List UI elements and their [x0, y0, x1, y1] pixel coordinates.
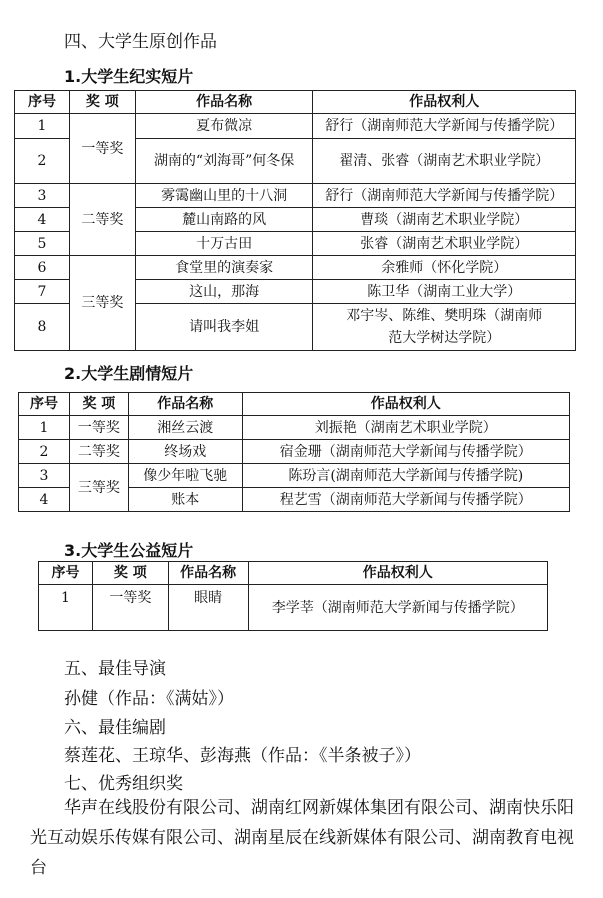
cell-no: 1	[15, 114, 70, 139]
cell-no: 3	[15, 184, 70, 208]
section-4-title: 四、大学生原创作品	[64, 32, 217, 52]
cell-award: 一等奖	[92, 585, 168, 631]
cell-owner: 张睿（湖南艺术职业学院）	[313, 232, 576, 256]
cell-owner: 邓宇岑、陈维、樊明珠（湖南师范大学树达学院）	[313, 304, 576, 351]
cell-award: 二等奖	[69, 440, 128, 464]
section-5-text: 孙健（作品：《满姑》）	[64, 689, 234, 709]
cell-owner: 舒行（湖南师范大学新闻与传播学院）	[313, 114, 576, 139]
cell-name: 夏布微凉	[135, 114, 313, 139]
cell-owner: 程艺雪（湖南师范大学新闻与传播学院）	[242, 488, 569, 512]
cell-owner: 余雅师（怀化学院）	[313, 256, 576, 280]
cell-owner: 陈卫华（湖南工业大学）	[313, 280, 576, 304]
table-row	[15, 184, 576, 208]
header-no: 序号	[39, 562, 93, 585]
cell-award: 三等奖	[69, 256, 135, 351]
cell-no: 1	[19, 416, 70, 440]
header-award: 奖 项	[92, 562, 168, 585]
section-5-title: 五、最佳导演	[64, 659, 166, 679]
header-no: 序号	[19, 393, 70, 416]
table-header-row	[15, 91, 576, 114]
header-award: 奖 项	[69, 393, 128, 416]
header-name: 作品名称	[168, 562, 248, 585]
cell-name: 湘丝云渡	[128, 416, 242, 440]
cell-owner: 舒行（湖南师范大学新闻与传播学院）	[313, 184, 576, 208]
cell-name: 终场戏	[128, 440, 242, 464]
section-7-text: 华声在线股份有限公司、湖南红网新媒体集团有限公司、湖南快乐阳光互动娱乐传媒有限公司、湖南星辰在线新媒体有限公司、湖南教育电视台	[30, 798, 574, 878]
cell-award: 三等奖	[69, 464, 128, 512]
section-6-text: 蔡莲花、王琼华、彭海燕（作品：《半条被子》）	[64, 746, 421, 766]
cell-name: 眼睛	[168, 585, 248, 631]
cell-no: 2	[15, 139, 70, 184]
header-owner: 作品权利人	[248, 562, 547, 585]
cell-owner: 曹琰（湖南艺术职业学院）	[313, 208, 576, 232]
table-row	[19, 464, 570, 488]
cell-name: 请叫我李姐	[135, 304, 313, 351]
cell-no: 4	[15, 208, 70, 232]
header-name: 作品名称	[128, 393, 242, 416]
cell-no: 4	[19, 488, 70, 512]
cell-owner: 陈玢言(湖南师范大学新闻与传播学院)	[242, 464, 569, 488]
cell-name: 这山，那海	[135, 280, 313, 304]
doc-table	[14, 90, 576, 351]
table-header-row	[39, 562, 548, 585]
cell-name: 麓山南路的风	[135, 208, 313, 232]
cell-name: 账本	[128, 488, 242, 512]
section-7-title: 七、优秀组织奖	[64, 774, 183, 794]
cell-award: 一等奖	[69, 114, 135, 184]
cell-no: 6	[15, 256, 70, 280]
cell-owner: 刘振艳（湖南艺术职业学院）	[242, 416, 569, 440]
cell-owner: 宿金珊（湖南师范大学新闻与传播学院）	[242, 440, 569, 464]
section-6-title: 六、最佳编剧	[64, 718, 166, 738]
welfare-table	[38, 561, 548, 631]
header-name: 作品名称	[135, 91, 313, 114]
cell-award: 一等奖	[69, 416, 128, 440]
table-row	[15, 114, 576, 139]
table-header-row	[19, 393, 570, 416]
cell-no: 7	[15, 280, 70, 304]
cell-name: 像少年啦飞驰	[128, 464, 242, 488]
table-row	[39, 585, 548, 631]
doc-table-title: 1.大学生纪实短片	[64, 67, 194, 86]
cell-no: 3	[19, 464, 70, 488]
header-award: 奖 项	[69, 91, 135, 114]
cell-name: 雾霭幽山里的十八洞	[135, 184, 313, 208]
cell-no: 2	[19, 440, 70, 464]
cell-award: 二等奖	[69, 184, 135, 256]
table-row	[19, 416, 570, 440]
cell-name: 湖南的“刘海哥”何冬保	[135, 139, 313, 184]
header-no: 序号	[15, 91, 70, 114]
cell-no: 8	[15, 304, 70, 351]
cell-owner: 翟清、张睿（湖南艺术职业学院）	[313, 139, 576, 184]
header-owner: 作品权利人	[313, 91, 576, 114]
cell-owner: 李学莘（湖南师范大学新闻与传播学院）	[248, 585, 547, 631]
cell-no: 5	[15, 232, 70, 256]
table-row	[15, 256, 576, 280]
header-owner: 作品权利人	[242, 393, 569, 416]
cell-name: 食堂里的演奏家	[135, 256, 313, 280]
cell-no: 1	[39, 585, 93, 631]
drama-table-title: 2.大学生剧情短片	[64, 364, 194, 383]
cell-name: 十万古田	[135, 232, 313, 256]
drama-table	[18, 392, 570, 512]
welfare-table-title: 3.大学生公益短片	[64, 541, 194, 560]
table-row	[19, 440, 570, 464]
